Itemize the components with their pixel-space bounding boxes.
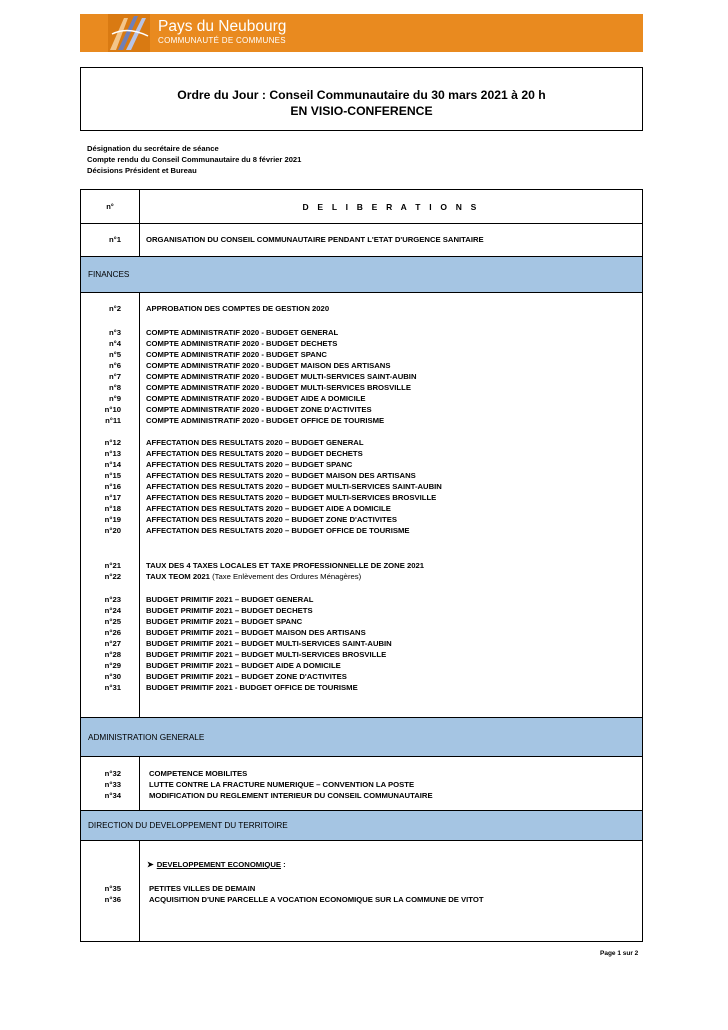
item-number: n°14 [104,460,121,469]
table-row [81,437,642,448]
item-number: n°32 [104,769,121,778]
table-row [81,560,642,571]
arrow-right-icon: ➤ [147,860,154,869]
item-number: n°2 [108,304,121,313]
item-number: n°3 [108,328,121,337]
item-label: BUDGET PRIMITIF 2021 – BUDGET DECHETS [146,606,313,615]
org-subtitle: COMMUNAUTÉ DE COMMUNES [158,36,286,45]
table-row [81,671,642,682]
table-row [81,627,642,638]
item-label: PETITES VILLES DE DEMAIN [149,884,256,893]
table-row [81,525,642,536]
section-developpement: DIRECTION DU DEVELOPPEMENT DU TERRITOIRE [81,810,642,841]
page-number: Page 1 sur 2 [600,950,639,957]
item-label: AFFECTATION DES RESULTATS 2020 – BUDGET OFFICE DE TOURISME [146,526,410,535]
item-label: COMPTE ADMINISTRATIF 2020 - BUDGET SPANC [146,350,327,359]
item-label: COMPTE ADMINISTRATIF 2020 - BUDGET AIDE A DOMICILE [146,394,366,403]
item-number: n°8 [108,383,121,392]
table-row [81,768,642,779]
item-label: APPROBATION DES COMPTES DE GESTION 2020 [146,304,330,313]
item-number: n°24 [104,606,121,615]
item-label: MODIFICATION DU REGLEMENT INTERIEUR DU CONSEIL COMMUNAUTAIRE [149,791,433,800]
preamble-line: Décisions Président et Bureau [87,166,197,175]
table-row [81,360,642,371]
table-row [81,338,642,349]
item-number: n°19 [104,515,121,524]
table-row [81,470,642,481]
table-row [81,571,642,582]
item-number: n°18 [104,504,121,513]
item-number: n°31 [104,683,121,692]
item-label: AFFECTATION DES RESULTATS 2020 – BUDGET MULTI-SERVICES BROSVILLE [146,493,437,502]
item-number: n°28 [104,650,121,659]
table-row [81,503,642,514]
preamble-line: Désignation du secrétaire de séance [87,144,219,153]
column-header-title: D E L I B E R A T I O N S [302,201,480,212]
item-label: BUDGET PRIMITIF 2021 – BUDGET AIDE A DOMICILE [146,661,341,670]
item-number: n°9 [108,394,121,403]
item-number: n°17 [104,493,121,502]
item-number: n°4 [108,339,121,348]
table-row [81,404,642,415]
item-label-main: TAUX TEOM 2021 [146,572,210,581]
item-label: BUDGET PRIMITIF 2021 - BUDGET OFFICE DE TOURISME [146,683,358,692]
item-number: n°34 [104,791,121,800]
item-number: n°30 [104,672,121,681]
item-number: n°1 [108,235,121,244]
logo-icon [108,14,150,52]
item-label: AFFECTATION DES RESULTATS 2020 – BUDGET DECHETS [146,449,363,458]
item-number: n°10 [104,405,121,414]
table-row [81,393,642,404]
item-number: n°23 [104,595,121,604]
item-label: ORGANISATION DU CONSEIL COMMUNAUTAIRE PENDANT L'ETAT D'URGENCE SANITAIRE [146,235,484,244]
table-row [81,779,642,790]
item-number: n°11 [105,416,121,425]
table-row [81,481,642,492]
table-row [81,371,642,382]
table-row [81,594,642,605]
table-row [81,682,642,693]
item-number: n°26 [104,628,121,637]
table-row [81,349,642,360]
item-label: AFFECTATION DES RESULTATS 2020 – BUDGET MULTI-SERVICES SAINT-AUBIN [146,482,442,491]
item-number: n°13 [104,449,121,458]
item-label: BUDGET PRIMITIF 2021 – BUDGET MAISON DES ARTISANS [146,628,366,637]
title-box [80,67,643,131]
item-label: COMPTE ADMINISTRATIF 2020 - BUDGET MULTI-SERVICES SAINT-AUBIN [146,372,417,381]
item-label: ACQUISITION D'UNE PARCELLE A VOCATION ECONOMIQUE SUR LA COMMUNE DE VITOT [149,895,484,904]
table-row [81,638,642,649]
item-label: COMPETENCE MOBILITES [149,769,248,778]
item-number: n°12 [104,438,121,447]
table-row [81,605,642,616]
item-number: n°27 [104,639,121,648]
subsection-title: DEVELOPPEMENT ECONOMIQUE [156,860,281,869]
item-number: n°22 [104,572,121,581]
table-row [81,790,642,801]
table-row [81,234,642,245]
section-finances: FINANCES [81,256,642,293]
table-row [81,459,642,470]
row-divider [81,223,642,224]
item-number: n°5 [108,350,121,359]
item-label: AFFECTATION DES RESULTATS 2020 – BUDGET GENERAL [146,438,364,447]
item-number: n°20 [104,526,121,535]
subsection-colon: : [281,860,286,869]
table-row [81,327,642,338]
item-label: COMPTE ADMINISTRATIF 2020 - BUDGET MULTI-SERVICES BROSVILLE [146,383,411,392]
item-number: n°35 [104,884,121,893]
item-number: n°6 [108,361,121,370]
table-row [81,616,642,627]
item-label [146,571,361,582]
item-number: n°25 [104,617,121,626]
item-label: AFFECTATION DES RESULTATS 2020 – BUDGET SPANC [146,460,353,469]
table-row [81,492,642,503]
item-number: n°7 [108,372,121,381]
item-number: n°29 [104,661,121,670]
item-number: n°16 [104,482,121,491]
item-label: TAUX DES 4 TAXES LOCALES ET TAXE PROFESSIONNELLE DE ZONE 2021 [146,561,425,570]
table-row [81,660,642,671]
item-number: n°21 [104,561,121,570]
item-label: COMPTE ADMINISTRATIF 2020 - BUDGET ZONE D'ACTIVITES [146,405,372,414]
subsection-heading [147,859,286,870]
item-label: BUDGET PRIMITIF 2021 – BUDGET ZONE D'ACTIVITES [146,672,347,681]
table-row [81,894,642,905]
item-label: BUDGET PRIMITIF 2021 – BUDGET MULTI-SERVICES SAINT-AUBIN [146,639,392,648]
table-row [81,382,642,393]
item-label: COMPTE ADMINISTRATIF 2020 - BUDGET DECHETS [146,339,338,348]
preamble [87,143,301,176]
table-row [81,303,642,314]
section-administration: ADMINISTRATION GENERALE [81,717,642,757]
deliberations-table [80,189,643,942]
org-name: Pays du Neubourg [158,18,287,35]
page-subtitle: EN VISIO-CONFERENCE [290,104,433,118]
table-row [81,415,642,426]
table-row [81,448,642,459]
item-label: AFFECTATION DES RESULTATS 2020 – BUDGET AIDE A DOMICILE [146,504,391,513]
item-label: BUDGET PRIMITIF 2021 – BUDGET MULTI-SERVICES BROSVILLE [146,650,387,659]
item-label: BUDGET PRIMITIF 2021 – BUDGET SPANC [146,617,303,626]
column-header-num: n° [106,202,114,211]
item-number: n°15 [104,471,121,480]
item-label: LUTTE CONTRE LA FRACTURE NUMERIQUE – CONVENTION LA POSTE [149,780,415,789]
table-row [81,514,642,525]
item-label: COMPTE ADMINISTRATIF 2020 - BUDGET GENERAL [146,328,339,337]
table-row [81,883,642,894]
item-number: n°33 [104,780,121,789]
item-label: COMPTE ADMINISTRATIF 2020 - BUDGET MAISON DES ARTISANS [146,361,391,370]
item-number: n°36 [104,895,121,904]
item-label: COMPTE ADMINISTRATIF 2020 - BUDGET OFFICE DE TOURISME [146,416,385,425]
item-label: AFFECTATION DES RESULTATS 2020 – BUDGET ZONE D'ACTIVITES [146,515,397,524]
page-title: Ordre du Jour : Conseil Communautaire du 30 mars 2021 à 20 h [177,88,546,102]
table-row [81,649,642,660]
item-label-note: (Taxe Enlèvement des Ordures Ménagères) [209,572,362,581]
preamble-line: Compte rendu du Conseil Communautaire du 8 février 2021 [87,155,302,164]
item-label: AFFECTATION DES RESULTATS 2020 – BUDGET MAISON DES ARTISANS [146,471,416,480]
item-label: BUDGET PRIMITIF 2021 – BUDGET GENERAL [146,595,314,604]
